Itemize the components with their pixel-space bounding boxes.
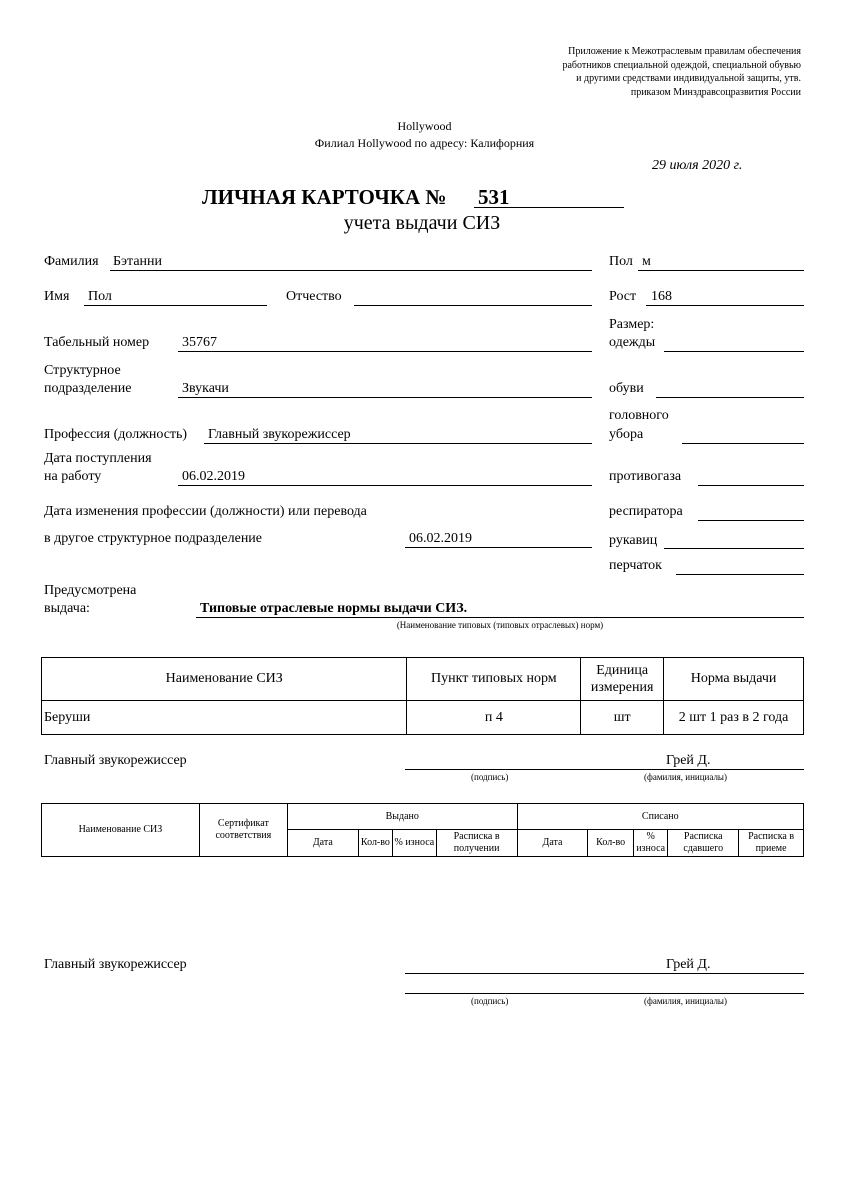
company-name: Hollywood (397, 119, 452, 133)
head-size-label-2: убора (609, 427, 644, 442)
provision-label-1: Предусмотрена (44, 583, 137, 598)
name-label: Имя (44, 289, 70, 304)
tab-number-value: 35767 (182, 335, 217, 350)
surname-field-line (110, 270, 592, 271)
gloves-size-field-line (676, 574, 804, 575)
written-off-col-surrender: Расписка сдавшего (668, 830, 739, 857)
norms-cell-clause: п 4 (407, 701, 581, 735)
provision-field-line (196, 617, 804, 618)
written-off-col-accept: Расписка в приеме (739, 830, 804, 857)
card-date: 29 июля 2020 г. (652, 158, 743, 173)
norms-header-norm: Норма выдачи (664, 658, 804, 701)
shoes-size-label: обуви (609, 381, 644, 396)
respirator-size-label: респиратора (609, 504, 683, 519)
branch-address: Филиал Hollywood по адресу: Калифорния (314, 136, 535, 150)
patronymic-label: Отчество (286, 289, 342, 304)
department-field-line (178, 397, 592, 398)
gloves-size-label: перчаток (609, 558, 662, 573)
issue-header-written-off: Списано (517, 804, 803, 830)
signature-1-line (405, 769, 804, 770)
issued-col-wear: % износа (393, 830, 437, 857)
norms-cell-norm: 2 шт 1 раз в 2 года (664, 701, 804, 735)
card-title: ЛИЧНАЯ КАРТОЧКА № (202, 185, 447, 209)
change-date-field-line (405, 547, 592, 548)
patronymic-field-line (354, 305, 592, 306)
norms-cell-name: Беруши (42, 701, 407, 735)
hire-date-field-line (178, 485, 592, 486)
norms-header-unit: Единица измерения (581, 658, 664, 701)
signature-2-sign-line (405, 993, 804, 994)
department-value: Звукачи (182, 381, 229, 396)
issued-col-receipt: Расписка в получении (436, 830, 517, 857)
hire-date-label-1: Дата поступления (44, 451, 152, 466)
shoes-size-field-line (656, 397, 804, 398)
card-number: 531 (478, 185, 510, 209)
issue-table-header (42, 804, 804, 830)
provision-caption: (Наименование типовых (типовых отраслевых) норм) (396, 620, 604, 630)
surname-value: Бэтанни (113, 254, 163, 269)
provision-label-2: выдача: (44, 601, 90, 616)
signature-1-name: Грей Д. (666, 753, 711, 768)
written-off-col-wear: % износа (633, 830, 667, 857)
change-date-value: 06.02.2019 (409, 531, 472, 546)
profession-value: Главный звукорежиссер (208, 427, 351, 442)
signature-2-caption-sign: (подпись) (471, 996, 509, 1006)
name-field-line (84, 305, 267, 306)
head-size-label-1: головного (609, 408, 669, 423)
tab-number-label: Табельный номер (44, 335, 150, 350)
height-value: 168 (651, 289, 672, 304)
gender-value: м (642, 254, 651, 269)
clothes-size-field-line (664, 351, 804, 352)
gender-label: Пол (609, 254, 633, 269)
signature-1-position: Главный звукорежиссер (44, 753, 187, 768)
norms-header-clause: Пункт типовых норм (407, 658, 581, 701)
mittens-size-label: рукавиц (609, 533, 658, 548)
signature-2-line (405, 973, 804, 974)
card-subtitle: учета выдачи СИЗ (343, 212, 501, 234)
issue-table (41, 803, 804, 857)
head-size-field-line (682, 443, 804, 444)
table-row (42, 701, 804, 735)
change-date-label-1: Дата изменения профессии (должности) или перевода (44, 504, 367, 519)
size-label: Размер: (609, 317, 655, 332)
gasmask-size-label: противогаза (609, 469, 682, 484)
profession-label: Профессия (должность) (44, 427, 188, 442)
name-value: Пол (88, 289, 112, 304)
written-off-col-date: Дата (517, 830, 588, 857)
issued-col-date: Дата (287, 830, 358, 857)
surname-label: Фамилия (44, 254, 99, 269)
respirator-size-field-line (698, 520, 804, 521)
signature-2-name: Грей Д. (666, 957, 711, 972)
department-label-2: подразделение (44, 381, 132, 396)
issue-header-issued: Выдано (287, 804, 517, 830)
norms-table (41, 657, 804, 735)
gender-field-line (638, 270, 804, 271)
issue-header-name: Наименование СИЗ (42, 804, 200, 857)
card-number-underline (474, 207, 624, 208)
profession-field-line (204, 443, 592, 444)
written-off-col-qty: Кол-во (588, 830, 634, 857)
tab-number-field-line (178, 351, 592, 352)
height-field-line (646, 305, 804, 306)
issued-col-qty: Кол-во (358, 830, 392, 857)
mittens-size-field-line (664, 548, 804, 549)
department-label-1: Структурное (44, 363, 121, 378)
signature-1-caption-name: (фамилия, инициалы) (644, 772, 727, 782)
gasmask-size-field-line (698, 485, 804, 486)
norms-header-name: Наименование СИЗ (42, 658, 407, 701)
signature-2-position: Главный звукорежиссер (44, 957, 187, 972)
height-label: Рост (609, 289, 637, 304)
norms-cell-unit: шт (581, 701, 664, 735)
appendix-line: приказом Минздравсоцразвития России (630, 86, 801, 98)
appendix-line: работников специальной одеждой, специальной обувью (562, 59, 801, 71)
clothes-size-label: одежды (609, 335, 656, 350)
norms-table-header (42, 658, 804, 701)
provision-value: Типовые отраслевые нормы выдачи СИЗ. (200, 601, 468, 616)
signature-2-caption-name: (фамилия, инициалы) (644, 996, 727, 1006)
hire-date-value: 06.02.2019 (182, 469, 245, 484)
signature-1-caption-sign: (подпись) (471, 772, 509, 782)
change-date-label-2: в другое структурное подразделение (44, 531, 263, 546)
hire-date-label-2: на работу (44, 469, 102, 484)
issue-header-cert: Сертификат соответствия (199, 804, 287, 857)
appendix-line: и другими средствами индивидуальной защиты, утв. (576, 73, 801, 84)
appendix-note (562, 45, 801, 99)
appendix-line: Приложение к Межотраслевым правилам обеспечения (568, 46, 801, 57)
